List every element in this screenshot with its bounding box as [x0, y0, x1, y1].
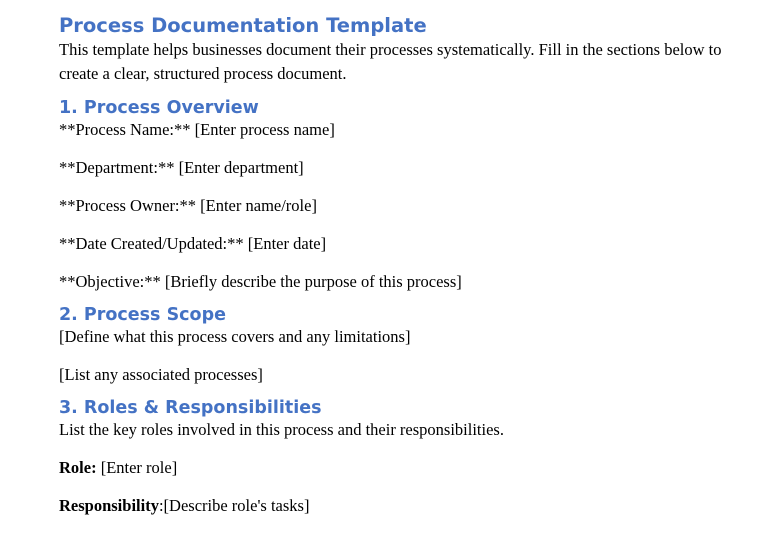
field-department: **Department:** [Enter department] — [59, 158, 304, 177]
document-title: Process Documentation Template — [59, 14, 427, 37]
field-process-owner: **Process Owner:** [Enter name/role] — [59, 196, 317, 215]
field-date-created-updated: **Date Created/Updated:** [Enter date] — [59, 234, 327, 253]
role-value: [Enter role] — [96, 458, 178, 477]
associated-processes-placeholder: [List any associated processes] — [59, 365, 263, 384]
document — [59, 14, 759, 517]
field-process-name: **Process Name:** [Enter process name] — [59, 120, 335, 139]
field-objective: **Objective:** [Briefly describe the purpose of this process] — [59, 272, 462, 291]
responsibility-value: :[Describe role's tasks] — [158, 496, 310, 515]
section-heading-roles-responsibilities: 3. Roles & Responsibilities — [59, 398, 322, 418]
section-heading-process-scope: 2. Process Scope — [59, 305, 226, 325]
role-label: Role: — [59, 458, 97, 477]
section-heading-process-overview: 1. Process Overview — [59, 98, 259, 118]
roles-description: List the key roles involved in this process and their responsibilities. — [59, 420, 504, 439]
role-field — [59, 457, 759, 479]
scope-definition-placeholder: [Define what this process covers and any limitations] — [59, 327, 411, 346]
responsibility-field — [59, 495, 759, 517]
intro-paragraph: This template helps businesses document their processes systematically. Fill in the sections below to create a clear, structured process document. — [59, 40, 722, 83]
responsibility-label: Responsibility — [59, 496, 159, 515]
